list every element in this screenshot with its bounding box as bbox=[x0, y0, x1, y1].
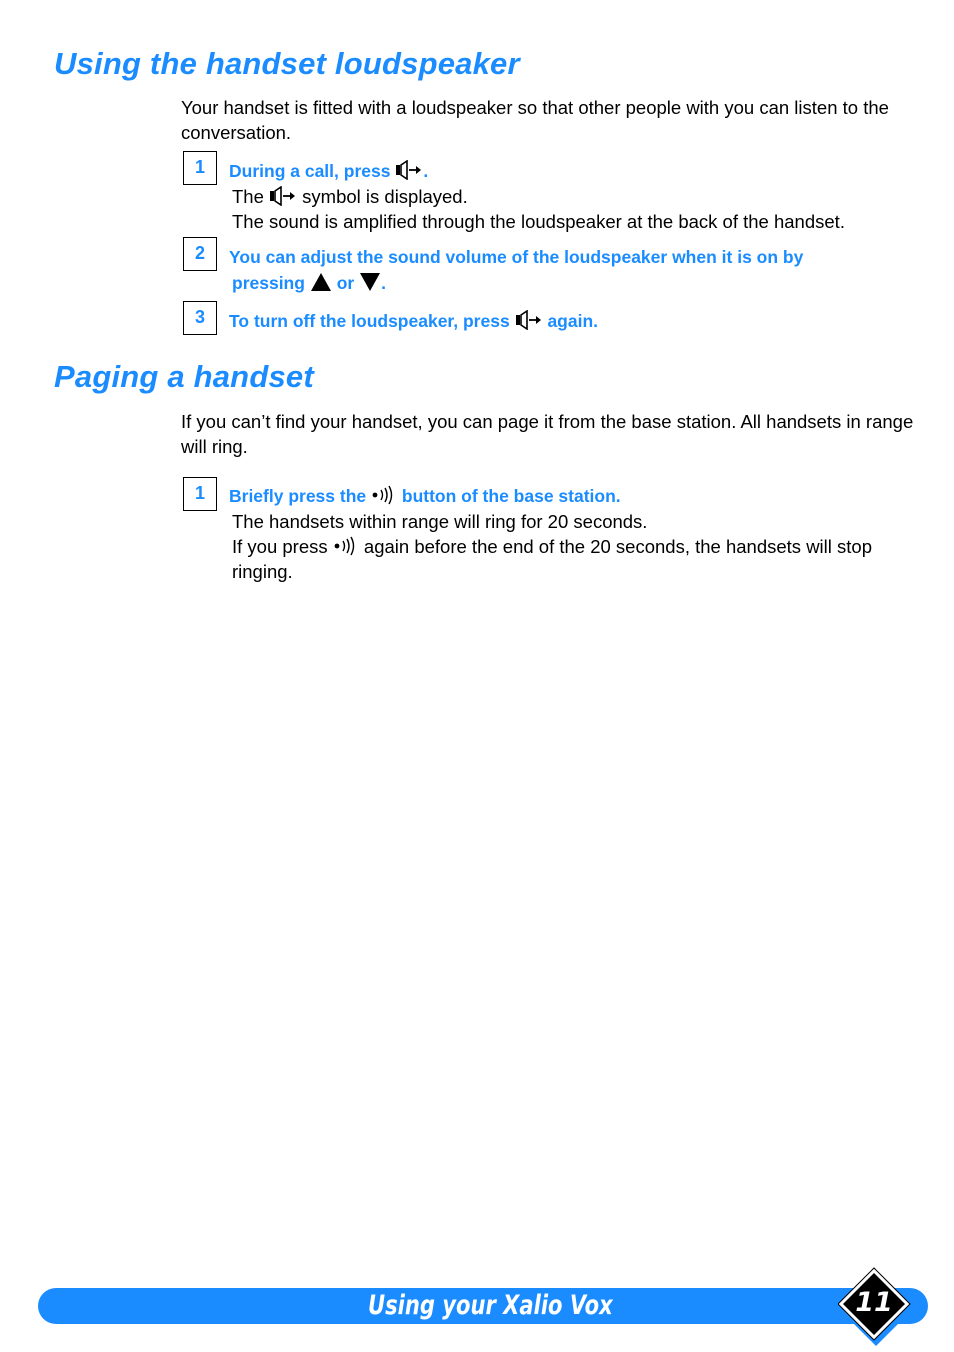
down-arrow-icon bbox=[359, 272, 381, 292]
step-instruction-text: button of the base station. bbox=[401, 486, 621, 506]
section-intro-paging: If you can’t find your handset, you can page it from the base station. All handsets in range will ring. bbox=[181, 411, 914, 457]
step-number: 2 bbox=[183, 237, 217, 271]
step-instruction-text: or bbox=[336, 273, 355, 293]
footer-title: Using your Xalio Vox bbox=[368, 1290, 613, 1321]
step-body: The sound is amplified through the loudspeaker at the back of the handset. bbox=[232, 211, 845, 232]
step-instruction-text: During a call, press bbox=[229, 161, 391, 181]
step-instruction-text: again. bbox=[547, 311, 599, 331]
step-instruction-text: . bbox=[381, 273, 386, 293]
step-body bbox=[232, 534, 922, 584]
step-body: The handsets within range will ring for 20 seconds. bbox=[232, 511, 648, 532]
step-instruction bbox=[229, 483, 621, 509]
step-instruction bbox=[232, 270, 386, 296]
step-instruction-text: pressing bbox=[232, 273, 305, 293]
section-intro-loudspeaker: Your handset is fitted with a loudspeaker so that other people with you can listen to the conversation. bbox=[181, 97, 889, 143]
up-arrow-icon bbox=[310, 272, 332, 292]
loudspeaker-icon bbox=[269, 186, 297, 206]
step-body-text: again before the end of the 20 seconds, the handsets will stop ringing. bbox=[232, 536, 872, 582]
step-body-text: If you press bbox=[232, 536, 328, 557]
step-number: 1 bbox=[183, 151, 217, 185]
step-instruction-text: To turn off the loudspeaker, press bbox=[229, 311, 510, 331]
step-number: 1 bbox=[183, 477, 217, 511]
step-instruction: You can adjust the sound volume of the loudspeaker when it is on by bbox=[229, 247, 804, 267]
loudspeaker-icon bbox=[395, 160, 423, 180]
paging-icon bbox=[371, 485, 397, 505]
step-instruction bbox=[229, 308, 598, 334]
step-instruction-text: . bbox=[423, 161, 429, 181]
step-body bbox=[232, 184, 922, 209]
step-body-text: The bbox=[232, 186, 264, 207]
step-number: 3 bbox=[183, 301, 217, 335]
section-title-paging: Paging a handset bbox=[54, 359, 314, 394]
step-body-text: symbol is displayed. bbox=[302, 186, 468, 207]
paging-icon bbox=[333, 536, 359, 556]
step-instruction-text: Briefly press the bbox=[229, 486, 367, 506]
section-title-loudspeaker: Using the handset loudspeaker bbox=[54, 46, 520, 81]
page-number: 11 bbox=[855, 1287, 893, 1318]
step-instruction bbox=[229, 158, 428, 184]
loudspeaker-icon bbox=[515, 310, 543, 330]
